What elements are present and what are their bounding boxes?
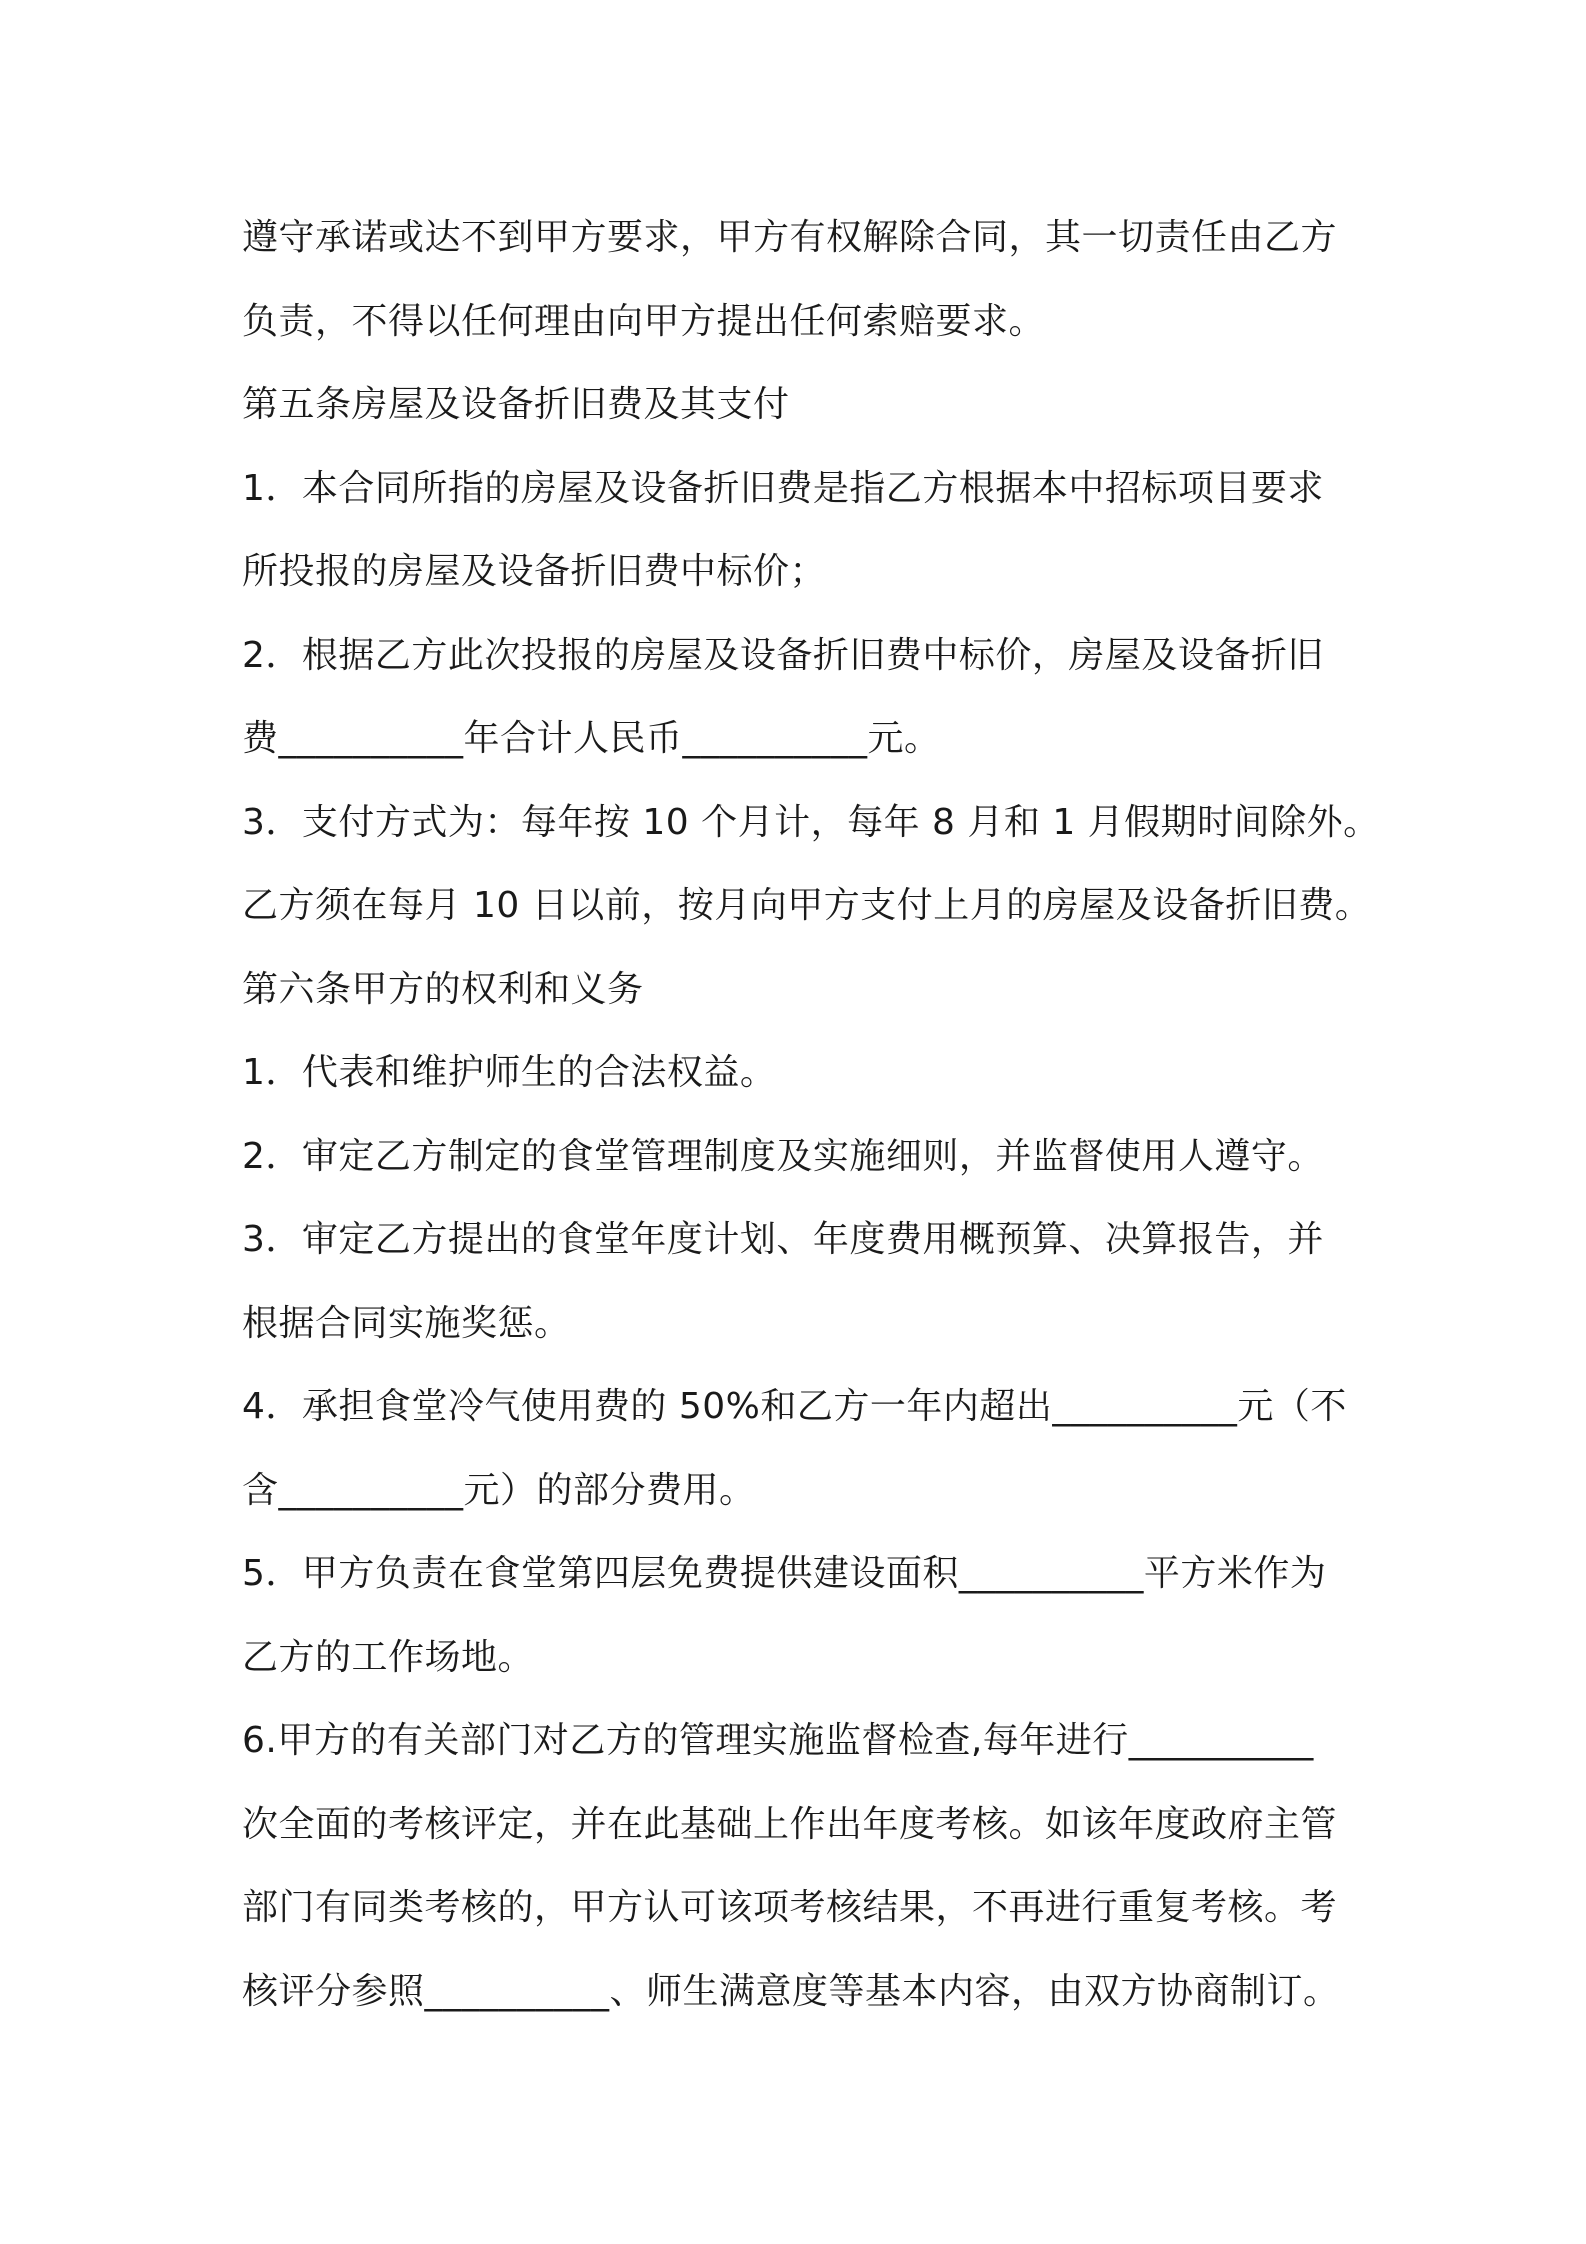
- text-line: 核评分参照__________、师生满意度等基本内容，由双方协商制订。: [242, 1970, 1340, 2012]
- text-line: 5．甲方负责在食堂第四层免费提供建设面积__________平方米作为: [242, 1553, 1327, 1594]
- text-line: 乙方的工作场地。: [242, 1636, 535, 1678]
- text-line: 2．根据乙方此次投报的房屋及设备折旧费中标价，房屋及设备折旧: [242, 634, 1324, 676]
- text-line: 所投报的房屋及设备折旧费中标价；: [242, 551, 827, 592]
- text-line: 6.甲方的有关部门对乙方的管理实施监督检查,每年进行__________: [242, 1720, 1314, 1761]
- text-line: 部门有同类考核的，甲方认可该项考核结果，不再进行重复考核。考: [242, 1887, 1338, 1928]
- text-line: 负责，不得以任何理由向甲方提出任何索赔要求。: [242, 300, 1046, 342]
- text-line: 3．支付方式为：每年按 10 个月计，每年 8 月和 1 月假期时间除外。: [242, 801, 1380, 843]
- text-line: 2．审定乙方制定的食堂管理制度及实施细则，并监督使用人遵守。: [242, 1135, 1324, 1177]
- text-line: 1．代表和维护师生的合法权益。: [242, 1052, 777, 1093]
- text-line: 根据合同实施奖惩。: [242, 1302, 571, 1344]
- section-heading: 第六条甲方的权利和义务: [242, 968, 644, 1010]
- text-line: 含__________元）的部分费用。: [242, 1469, 756, 1511]
- text-line: 遵守承诺或达不到甲方要求，甲方有权解除合同，其一切责任由乙方: [242, 217, 1338, 258]
- section-heading: 第五条房屋及设备折旧费及其支付: [242, 384, 790, 425]
- text-line: 1．本合同所指的房屋及设备折旧费是指乙方根据本中招标项目要求: [242, 467, 1324, 509]
- text-line: 4．承担食堂冷气使用费的 50%和乙方一年内超出__________元（不: [242, 1386, 1347, 1427]
- text-line: 乙方须在每月 10 日以前，按月向甲方支付上月的房屋及设备折旧费。: [242, 885, 1372, 926]
- text-line: 次全面的考核评定，并在此基础上作出年度考核。如该年度政府主管: [242, 1803, 1338, 1845]
- text-line: 3．审定乙方提出的食堂年度计划、年度费用概预算、决算报告，并: [242, 1219, 1324, 1260]
- document-body: [242, 196, 1380, 2033]
- text-line: 费__________年合计人民币__________元。: [242, 718, 941, 759]
